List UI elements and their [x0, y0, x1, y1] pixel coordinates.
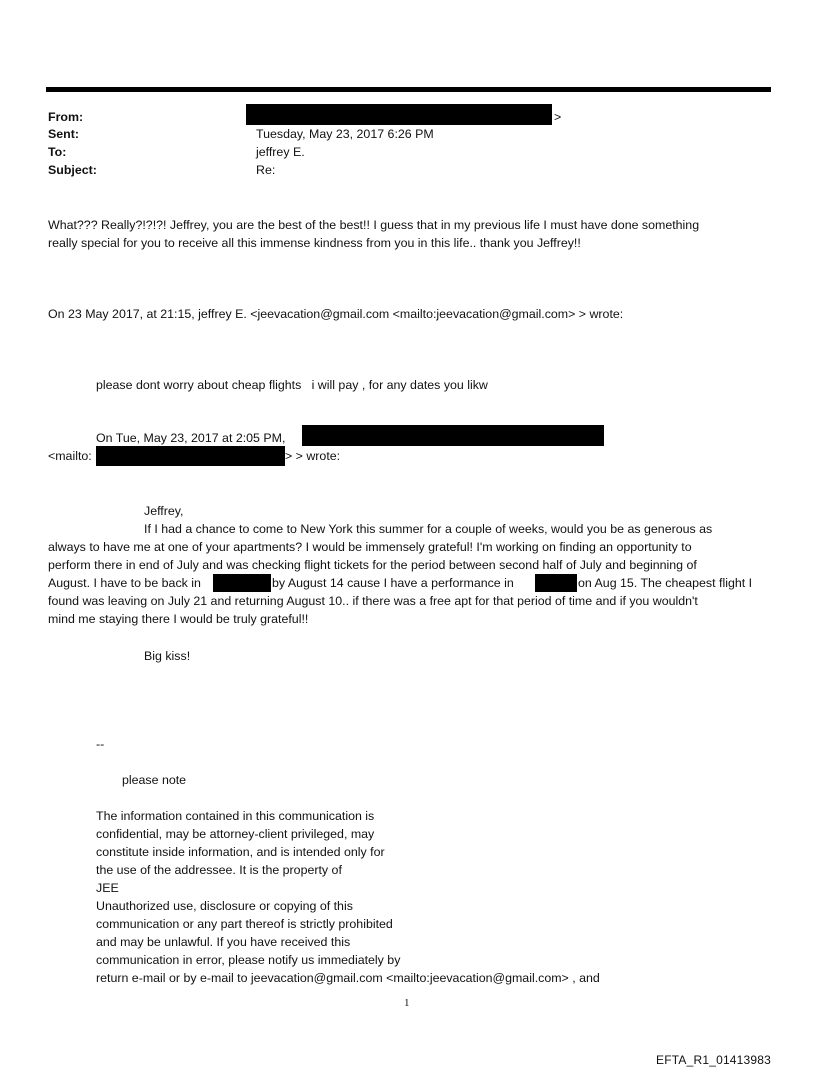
- city-redaction-2: [535, 574, 577, 592]
- message-line-6: mind me staying there I would be truly grateful!!: [48, 612, 309, 626]
- disclaimer-line-8: and may be unlawful. If you have received this: [96, 935, 351, 949]
- message-line-4a: August. I have to be back in: [48, 576, 201, 590]
- disclaimer-line-9: communication in error, please notify us immediately by: [96, 953, 401, 967]
- quote2-header: On Tue, May 23, 2017 at 2:05 PM,: [96, 431, 286, 445]
- reply-line-2: really special for you to receive all this immense kindness from you in this life.. thank you Jeffrey!!: [48, 236, 581, 250]
- disclaimer-line-10: return e-mail or by e-mail to jeevacation@gmail.com <mailto:jeevacation@gmail.com> , and: [96, 971, 600, 985]
- message-line-1: If I had a chance to come to New York this summer for a couple of weeks, would you be as generous as: [144, 522, 713, 536]
- quote1-header: On 23 May 2017, at 21:15, jeffrey E. <jeevacation@gmail.com <mailto:jeevacation@gmail.com> > wrote:: [48, 307, 624, 321]
- quote1-text: please dont worry about cheap flights i will pay , for any dates you likw: [96, 378, 488, 392]
- signature-dashes: --: [96, 737, 105, 751]
- document-id: EFTA_R1_01413983: [656, 1053, 772, 1067]
- sent-label: Sent:: [48, 127, 79, 141]
- disclaimer-line-1: The information contained in this communication is: [96, 809, 375, 823]
- signoff: Big kiss!: [144, 649, 191, 663]
- from-value-suffix: >: [554, 110, 562, 124]
- greeting: Jeffrey,: [144, 504, 184, 518]
- disclaimer-line-5: JEE: [96, 881, 119, 895]
- header-rule: [46, 87, 771, 92]
- subject-label: Subject:: [48, 163, 97, 177]
- message-line-3: perform there in end of July and was checking flight tickets for the period between second half of July and beginning of: [48, 558, 697, 572]
- disclaimer-line-7: communication or any part thereof is strictly prohibited: [96, 917, 393, 931]
- quote2-sender-redaction: [302, 425, 604, 446]
- sent-value: Tuesday, May 23, 2017 6:26 PM: [256, 127, 434, 141]
- reply-line-1: What??? Really?!?!?! Jeffrey, you are the best of the best!! I guess that in my previous life I must have done something: [48, 218, 700, 232]
- message-line-4c: on Aug 15. The cheapest flight I: [578, 576, 753, 590]
- from-label: From:: [48, 110, 84, 124]
- disclaimer-line-4: the use of the addressee. It is the property of: [96, 863, 342, 877]
- message-line-2: always to have me at one of your apartments? I would be immensely grateful! I'm working on finding an opportunity to: [48, 540, 692, 554]
- disclaimer-line-3: constitute inside information, and is intended only for: [96, 845, 385, 859]
- city-redaction-1: [213, 574, 271, 592]
- to-value: jeffrey E.: [256, 145, 305, 159]
- page-number: 1: [404, 997, 410, 1009]
- subject-value: Re:: [256, 163, 276, 177]
- message-line-4b: by August 14 cause I have a performance in: [272, 576, 514, 590]
- disclaimer-line-6: Unauthorized use, disclosure or copying of this: [96, 899, 353, 913]
- quote2-mailto-redaction: [96, 446, 285, 466]
- disclaimer-line-2: confidential, may be attorney-client privileged, may: [96, 827, 375, 841]
- to-label: To:: [48, 145, 67, 159]
- quote2-mailto-suffix: > > wrote:: [285, 449, 341, 463]
- quote2-mailto-prefix: <mailto:: [48, 449, 92, 463]
- signature-note: please note: [122, 773, 187, 787]
- from-redaction: [246, 104, 552, 125]
- message-line-5: found was leaving on July 21 and returning August 10.. if there was a free apt for that period of time and if you wouldn't: [48, 594, 698, 608]
